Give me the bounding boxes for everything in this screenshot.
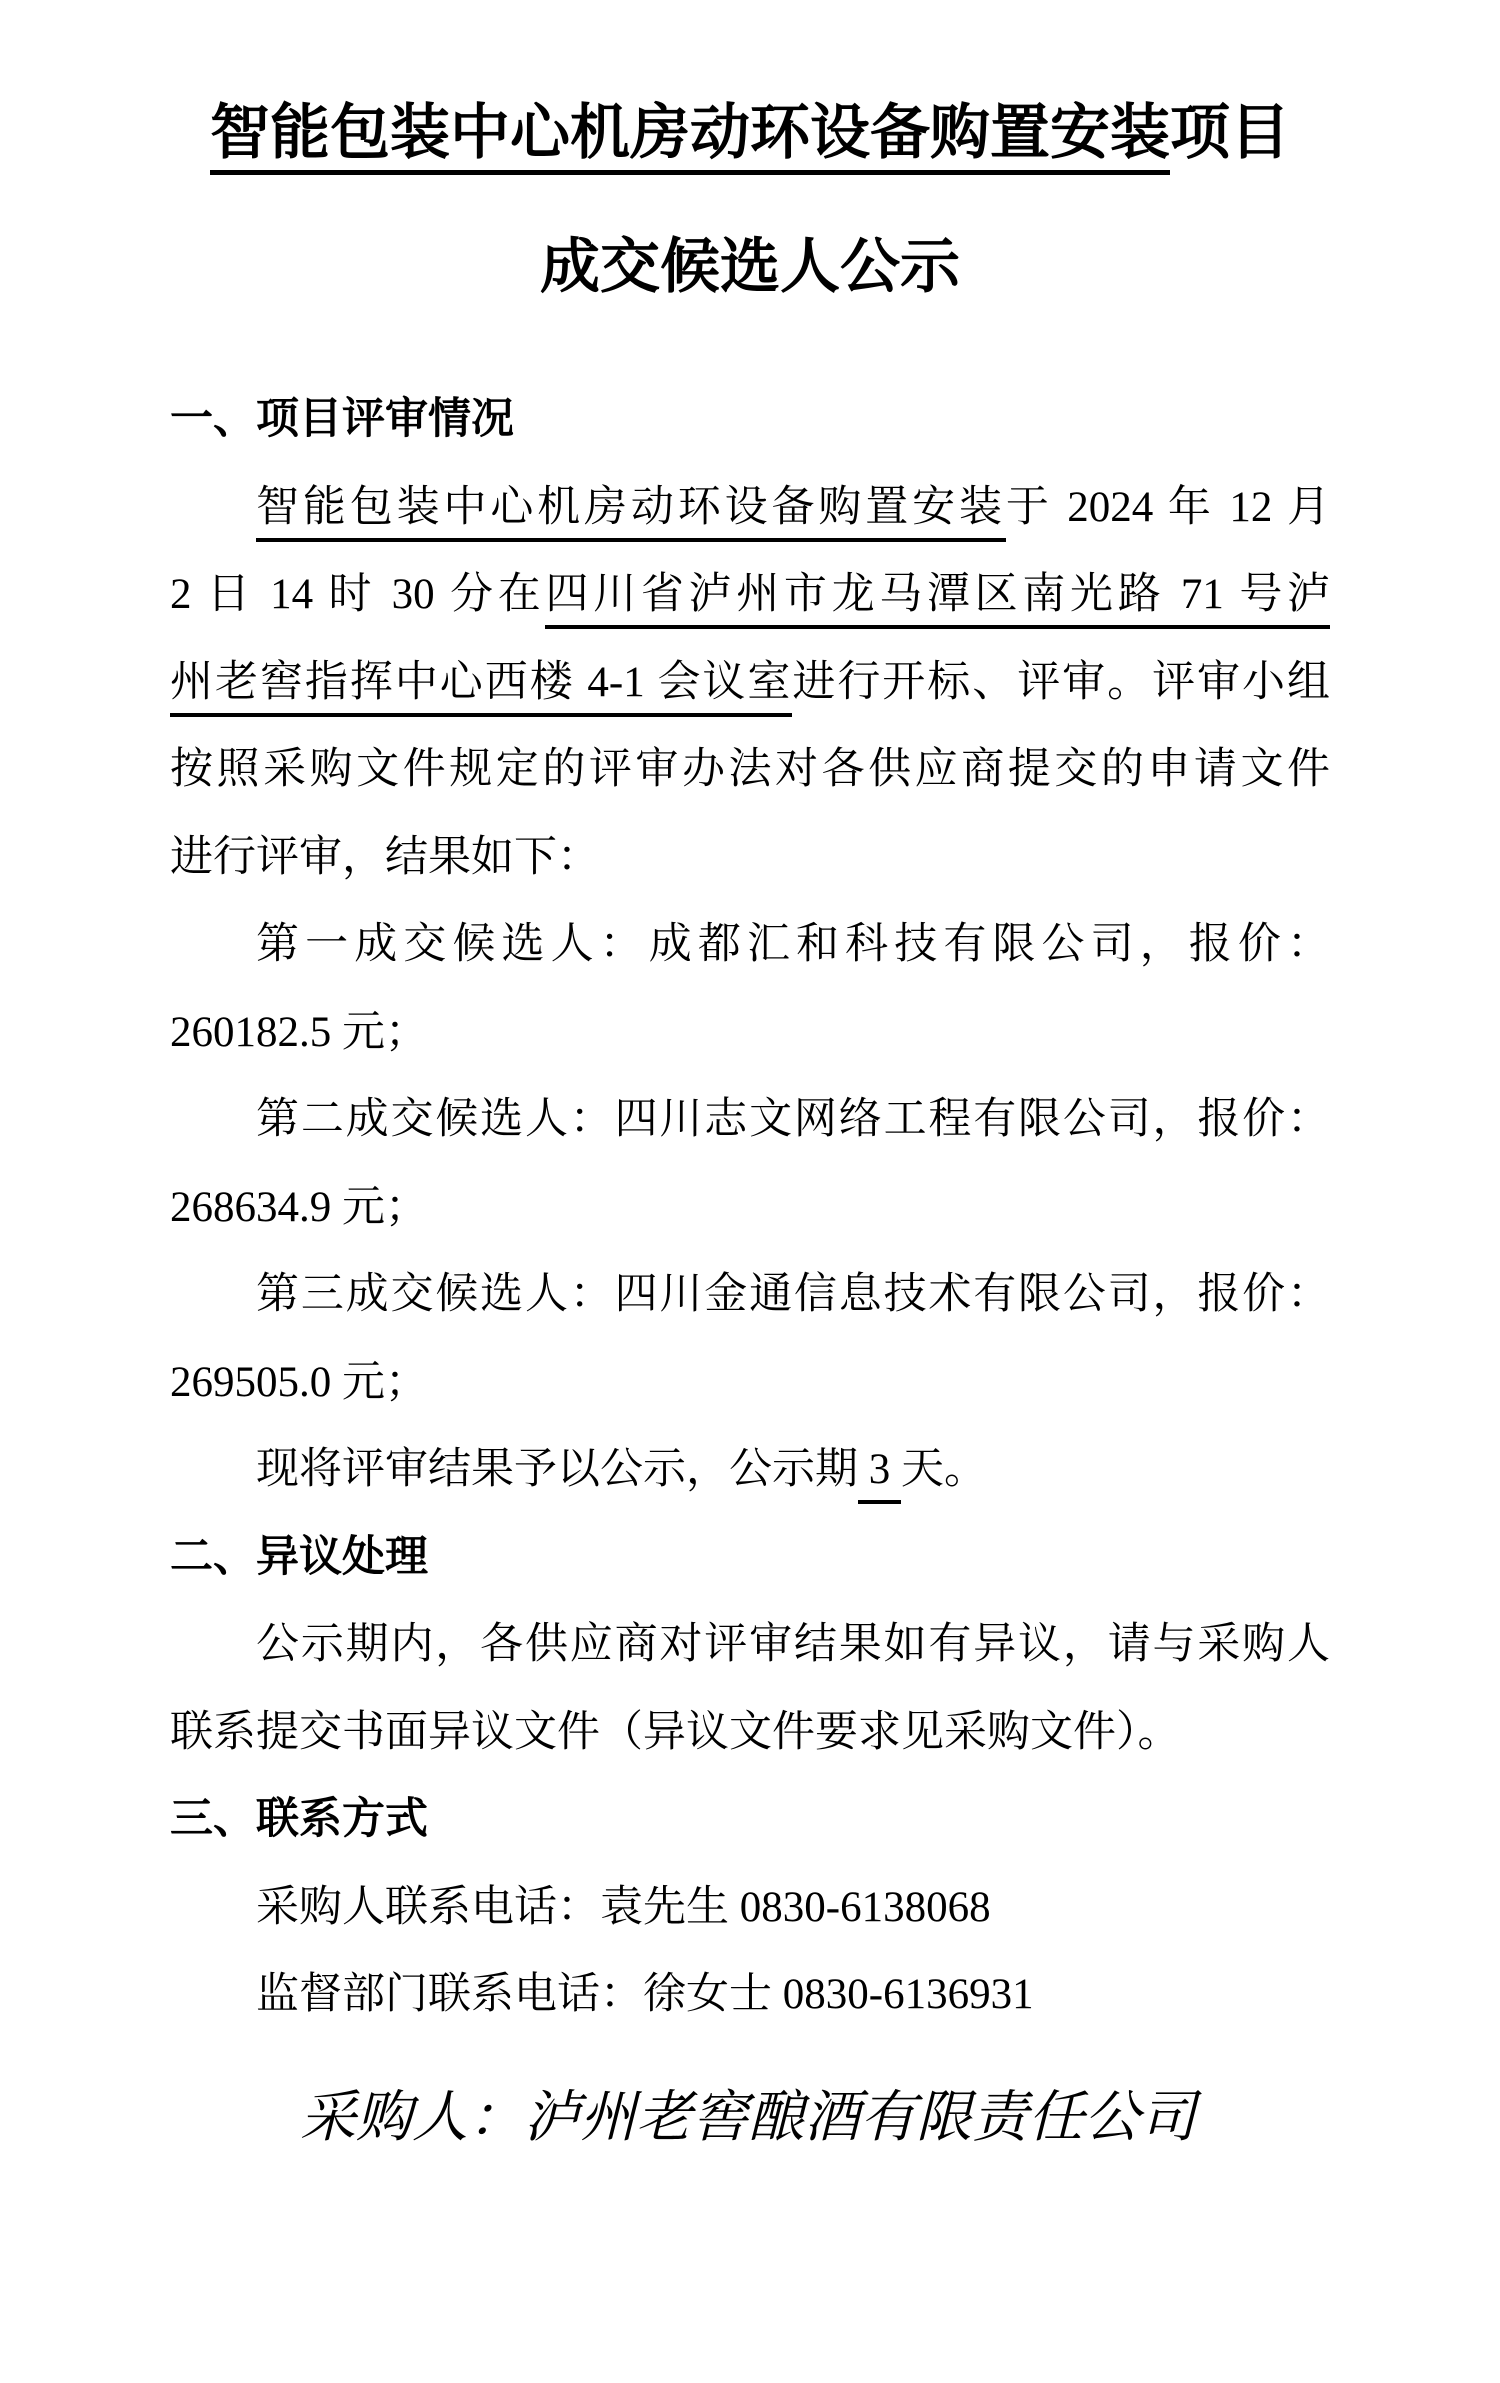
objection-line-2: 联系提交书面异议文件（异议文件要求见采购文件）。 [170,1708,1181,1756]
candidate-1-line: 第一成交候选人：成都汇和科技有限公司，报价： [256,921,1330,968]
title-line-1 [170,66,1330,200]
supervisor-phone-line: 监督部门联系电话：徐女士 0830-6136931 [256,1971,1034,2018]
project-info-line-4: 按照采购文件规定的评审办法对各供应商提交的申请文件 [170,746,1330,793]
address-underlined-part-2: 州老窖指挥中心西楼 4-1 会议室 [170,659,792,717]
project-info-line-1 [170,464,1330,552]
purchaser-signature-line: 采购人：泸州老窖酿酒有限责任公司 [300,2086,1196,2149]
project-info-line-2 [170,551,1330,639]
title-line-1-suffix: 项目 [1170,100,1290,166]
publicity-period-line [170,1426,1330,1514]
section-1-heading: 一、项目评审情况 [170,396,514,443]
publicity-text-post: 天。 [901,1446,987,1493]
project-info-line-5: 进行评审，结果如下： [170,833,600,881]
document-body [170,376,1330,2039]
objection-line-1: 公示期内，各供应商对评审结果如有异议，请与采购人 [256,1621,1330,1668]
document-title [170,66,1330,334]
project-name-underlined: 智能包装中心机房动环设备购置安装 [256,484,1006,542]
candidate-1-price-line: 260182.5 元； [170,1008,428,1056]
candidate-3-price-line: 269505.0 元； [170,1358,428,1406]
candidate-2-price-line: 268634.9 元； [170,1183,428,1231]
project-info-line-1-rest: 于 2024 年 12 月 [1005,483,1331,531]
publicity-text-pre: 现将评审结果予以公示，公示期 [256,1446,858,1493]
address-underlined-part-1: 四川省泸州市龙马潭区南光路 71 号泸 [545,571,1330,629]
project-info-line-3-rest: 进行开标、评审。评审小组 [792,658,1330,706]
candidate-2-line: 第二成交候选人：四川志文网络工程有限公司，报价： [256,1096,1330,1143]
title-line-2: 成交候选人公示 [540,234,960,300]
section-2-heading: 二、异议处理 [170,1533,428,1581]
title-project-name-underlined: 智能包装中心机房动环设备购置安装 [210,100,1170,175]
project-info-line-3 [170,639,1330,727]
purchaser-phone-line: 采购人联系电话：袁先生 0830-6138068 [256,1883,991,1931]
section-3-heading: 三、联系方式 [170,1796,428,1843]
candidate-3-line: 第三成交候选人：四川金通信息技术有限公司，报价： [256,1271,1330,1318]
project-info-line-2-pre: 2 日 14 时 30 分在 [170,571,546,618]
publicity-days-underlined: 3 [858,1446,901,1504]
